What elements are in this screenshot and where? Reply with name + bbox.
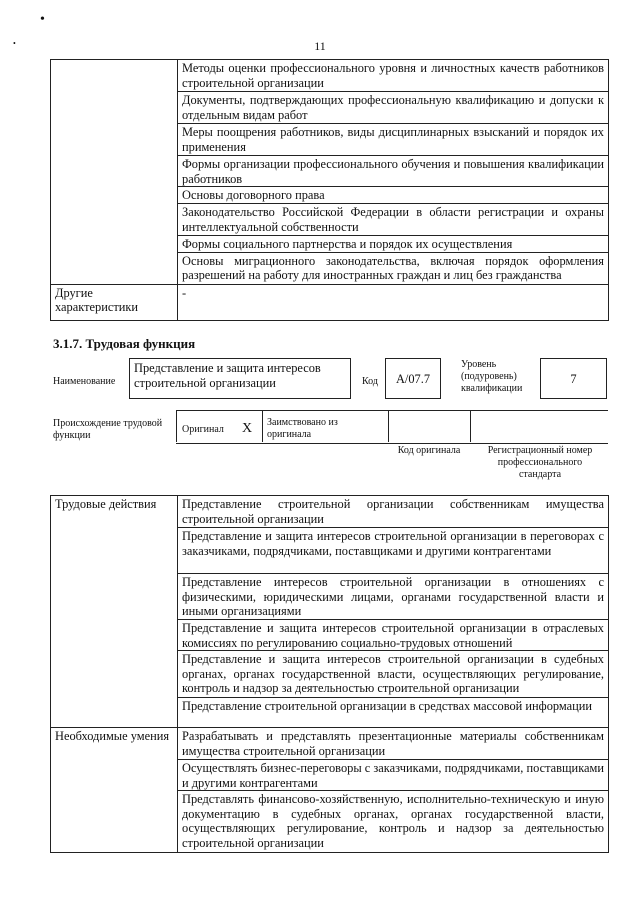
knowledge-item: Законодательство Российской Федерации в области регистрации и охраны интеллектуальной собственности (178, 204, 609, 236)
function-name-box (129, 358, 351, 399)
skill-item: Разрабатывать и представлять презентационные материалы собственникам имущества строительной организации (178, 728, 609, 760)
code-value: A/07.7 (395, 372, 431, 386)
level-value: 7 (570, 372, 577, 386)
level-label: Уровень (подуровень) квалификации (461, 359, 523, 394)
labor-action-item: Представление и защита интересов строительной организации в переговорах с заказчиками, подрядчиками, поставщиками и другими контрагентами (178, 528, 609, 574)
other-characteristics-label: Другие характеристики (51, 284, 178, 320)
name-label: Наименование (53, 376, 116, 387)
required-skills-label: Необходимые умения (51, 728, 178, 853)
labor-function-table (50, 495, 609, 853)
labor-action-item: Представление строительной организации в средствах массовой информации (178, 698, 609, 728)
skill-item: Осуществлять бизнес-переговоры с заказчиками, подрядчиками, поставщиками и другими контрагентами (178, 760, 609, 791)
knowledge-item: Основы договорного права (178, 187, 609, 204)
original-label: Оригинал (182, 424, 224, 435)
function-name-value: Представление и защита интересов строительной организации (134, 361, 321, 390)
origin-divider (176, 410, 177, 442)
knowledge-item: Формы организации профессионального обучения и повышения квалификации работников (178, 156, 609, 187)
original-mark: X (242, 421, 253, 436)
labor-action-item: Представление строительной организации собственникам имущества строительной организации (178, 496, 609, 528)
code-box (385, 358, 441, 399)
labor-actions-label: Трудовые действия (51, 496, 178, 728)
knowledge-item: Документы, подтверждающих профессиональную квалификацию и допуски к отдельным видам работ (178, 92, 609, 124)
other-characteristics-value: - (178, 284, 609, 320)
knowledge-table (50, 59, 609, 321)
origin-row (176, 410, 608, 444)
knowledge-item: Формы социального партнерства и порядок их осуществления (178, 236, 609, 253)
page-number: 11 (314, 39, 326, 53)
labor-action-item: Представление и защита интересов строительной организации в судебных органах, органах государственной власти, осуществляющих регулирование, контроль и надзор за деятельностью строительной организации (178, 651, 609, 698)
labor-action-item: Представление интересов строительной организации в отношениях с физическими, юридическими лицами, органами государственной власти и иными организациями (178, 574, 609, 620)
scan-dot: • (13, 39, 16, 48)
knowledge-item: Меры поощрения работников, виды дисциплинарных взысканий и порядок их применения (178, 124, 609, 156)
knowledge-item: Методы оценки профессионального уровня и личностных качеств работников строительной организации (178, 60, 609, 92)
skill-item: Представлять финансово-хозяйственную, исполнительно-техническую и иную документацию в судебных органах, органах государственной власти, осуществляющих регулирование, контроль и надзор за деятельностью строительной организации (178, 791, 609, 853)
origin-divider (470, 410, 471, 442)
origin-divider (262, 410, 263, 442)
knowledge-label-cell (51, 60, 178, 285)
borrowed-label: Заимствовано из оригинала (267, 417, 338, 440)
code-label: Код (362, 376, 378, 387)
level-box (540, 358, 607, 399)
origin-label: Происхождение трудовой функции (53, 418, 163, 441)
knowledge-item: Основы миграционного законодательства, включая порядок оформления разрешений на работу для иностранных граждан и лиц без гражданства (178, 252, 609, 284)
scan-dot: • (40, 12, 45, 27)
section-title: 3.1.7. Трудовая функция (53, 336, 196, 351)
reg-number-label: Регистрационный номер профессионального стандарта (487, 445, 593, 480)
labor-action-item: Представление и защита интересов строительной организации в отраслевых комиссиях по регулированию социально-трудовых отношений (178, 620, 609, 651)
origin-divider (388, 410, 389, 442)
origin-code-label: Код оригинала (397, 445, 461, 456)
